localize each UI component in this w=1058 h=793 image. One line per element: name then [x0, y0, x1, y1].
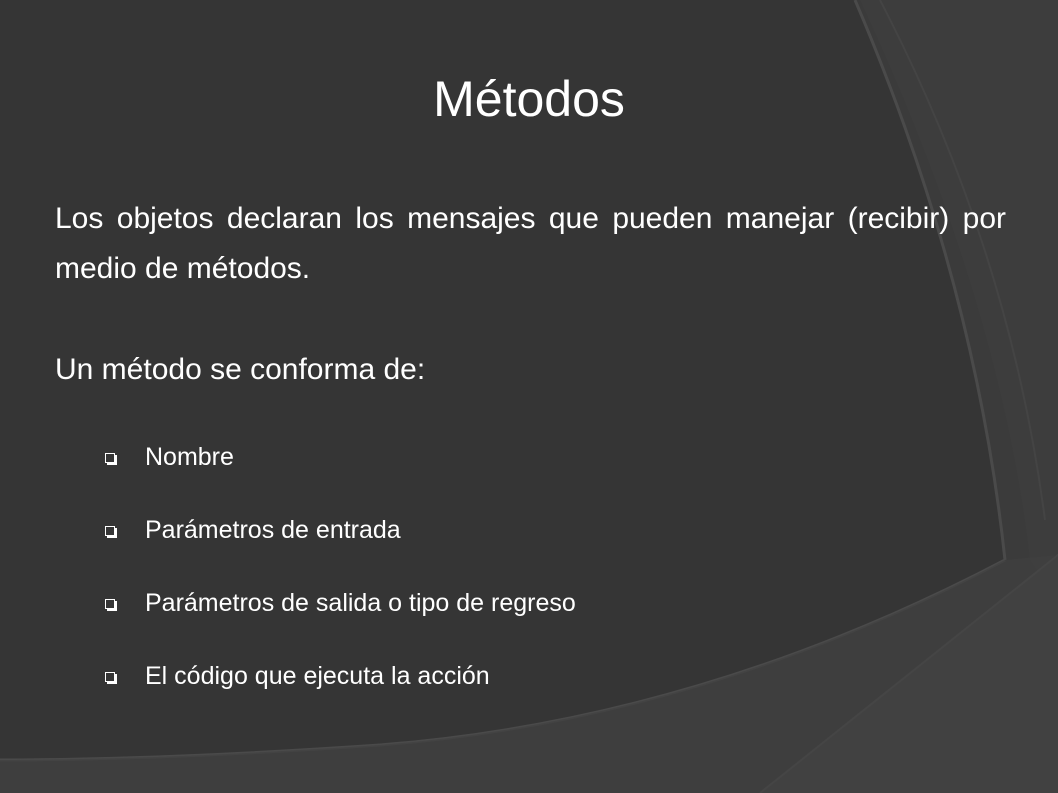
bullet-text: Parámetros de salida o tipo de regreso [145, 589, 576, 617]
list-item [103, 640, 576, 713]
intro-paragraph: Los objetos declaran los mensajes que pueden manejar (recibir) por medio de métodos. [55, 202, 1006, 285]
list-item [103, 494, 576, 567]
bullet-text: Nombre [145, 443, 234, 471]
bullet-text: El código que ejecuta la acción [145, 662, 490, 690]
list-item [103, 567, 576, 640]
bullet-list [103, 421, 576, 713]
square-bullet-icon [105, 526, 115, 536]
square-bullet-icon [105, 599, 115, 609]
square-bullet-icon [105, 672, 115, 682]
bullet-text: Parámetros de entrada [145, 516, 401, 544]
slide-title: Métodos [433, 71, 625, 127]
square-bullet-icon [105, 453, 115, 463]
list-item [103, 421, 576, 494]
subheading-paragraph: Un método se conforma de: [55, 353, 426, 386]
